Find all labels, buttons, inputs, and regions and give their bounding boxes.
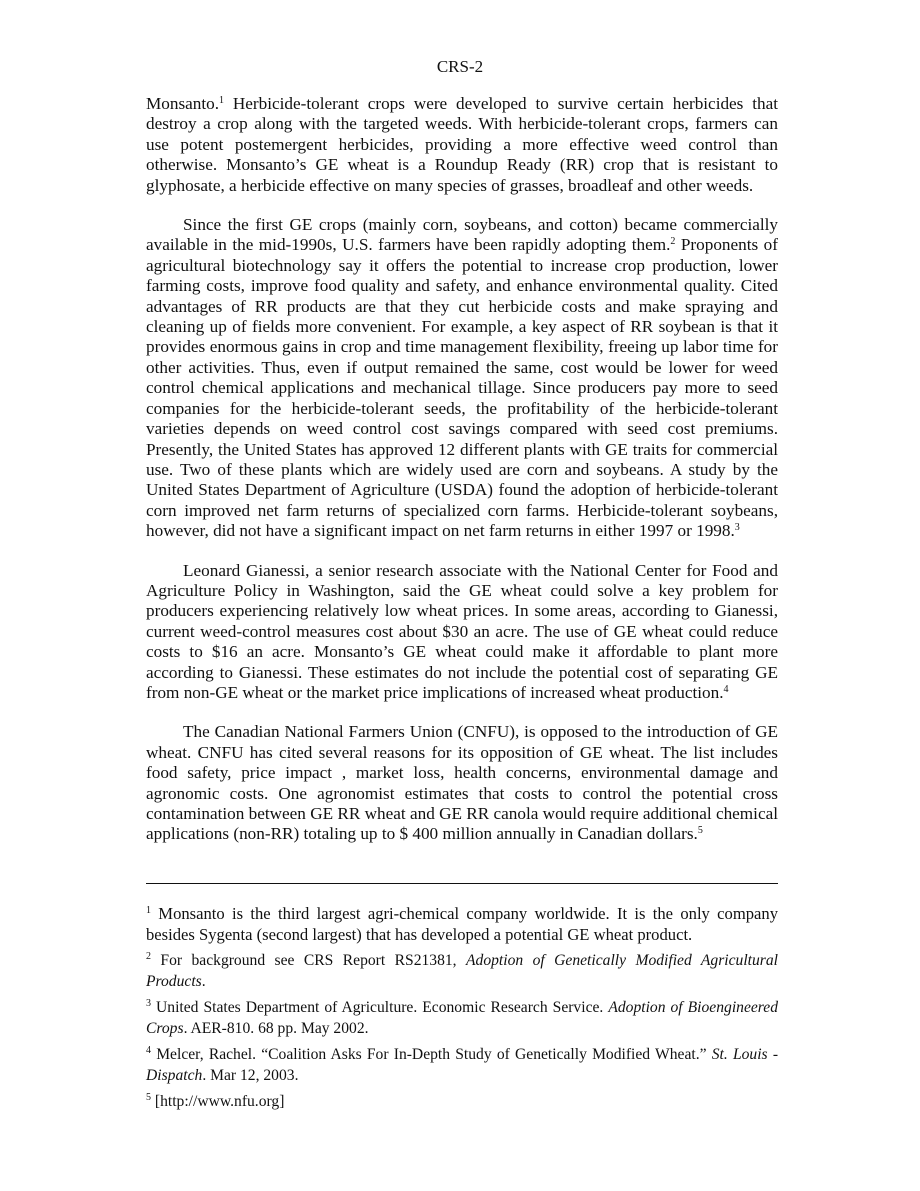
paragraph	[146, 94, 778, 196]
footnote-reference: 5	[697, 825, 703, 837]
footnote-divider	[146, 883, 778, 884]
footnote	[146, 1092, 778, 1113]
footnote	[146, 904, 778, 945]
footnotes	[146, 904, 778, 1119]
text-run: Since the first GE crops (mainly corn, soybeans, and cotton) became commercially available in the mid-1990s, U.S. farmers have been rapidly adopting them.	[146, 215, 778, 255]
paragraph	[146, 215, 778, 542]
footnote-number: 5	[146, 1092, 151, 1103]
footnote-reference: 4	[723, 683, 729, 695]
text-run: .	[201, 972, 206, 990]
text-run: Leonard Gianessi, a senior research associate with the National Center for Food and Agriculture Policy in Washington, said the GE wheat could solve a key problem for producers experiencing relatively low wheat prices. In some areas, according to Gianessi, current weed-control measures cost about $30 an acre. The use of GE wheat could reduce costs to $16 an acre. Monsanto’s GE wheat could make it affordable to plant more according to Gianessi. These estimates do not include the potential cost of separating GE from non-GE wheat or the market price implications of increased wheat production.	[146, 560, 778, 702]
text-run: . Mar 12, 2003.	[202, 1066, 299, 1084]
paragraph	[146, 722, 778, 844]
body-text	[146, 94, 778, 864]
text-run: Proponents of agricultural biotechnology say it offers the potential to increase crop production, lower farming costs, improve food quality and safety, and enhance environmental quality. Cited advantages of RR products are that they cut herbicide costs and make spraying and cleaning up of fields more convenient. For example, a key aspect of RR soybean is that it provides enormous gains in crop and time management flexibility, freeing up labor time for other activities. Thus, even if output remained the same, cost would be lower for weed control chemical applications and mechanical tillage. Since producers pay more to seed companies for the herbicide-tolerant seeds, the profitability of the herbicide-tolerant varieties depends on weed control cost savings compared with seed cost premiums. Presently, the United States has approved 12 different plants with GE traits for commercial use. Two of these plants which are widely used are corn and soybeans. A study by the United States Department of Agriculture (USDA) found the adoption of herbicide-tolerant corn improved net farm returns of specialized corn farms. Herbicide-tolerant soybeans, however, did not have a significant impact on net farm returns in either 1997 or 1998.	[146, 235, 778, 541]
footnote-number: 2	[146, 951, 151, 962]
footnote	[146, 1045, 778, 1086]
footnote-reference: 1	[219, 95, 225, 106]
footnote-number: 1	[146, 905, 151, 916]
italic-title: St. Louis - Dispatch	[146, 1046, 779, 1084]
text-run: For background see CRS Report RS21381,	[151, 952, 467, 969]
footnote-reference: 2	[670, 236, 676, 248]
text-run: Monsanto is the third largest agri-chemical company worldwide. It is the only company besides Sygenta (second largest) that has developed a potential GE wheat product.	[146, 904, 778, 944]
footnote-number: 3	[146, 998, 151, 1009]
footnote	[146, 951, 778, 992]
italic-title: Adoption of Genetically Modified Agricultural Products	[146, 952, 778, 990]
text-run: The Canadian National Farmers Union (CNFU), is opposed to the introduction of GE wheat. CNFU has cited several reasons for its opposition of GE wheat. The list includes food safety, price impact , market loss, health concerns, environmental damage and agronomic costs. One agronomist estimates that costs to control the potential cross contamination between GE RR wheat and GE RR canola would require additional chemical applications (non-RR) totaling up to $ 400 million annually in Canadian dollars.	[146, 722, 778, 844]
paragraph	[146, 561, 778, 704]
text-run: Melcer, Rachel. “Coalition Asks For In-Depth Study of Genetically Modified Wheat.”	[151, 1046, 712, 1063]
page-number-header: CRS-2	[436, 57, 484, 76]
text-run: [http://www.nfu.org]	[151, 1093, 285, 1110]
italic-title: Adoption of Bioengineered Crops	[146, 999, 779, 1037]
text-run: Herbicide-tolerant crops were developed to survive certain herbicides that destroy a crop along with the targeted weeds. With herbicide-tolerant crops, farmers can use potent postemergent herbicides, providing a more effective weed control than otherwise. Monsanto’s GE wheat is a Roundup Ready (RR) crop that is resistant to glyphosate, a herbicide effective on many species of grasses, broadleaf and other weeds.	[146, 94, 778, 195]
footnote-reference: 3	[734, 522, 740, 534]
text-run: Monsanto.	[146, 94, 220, 113]
footnote	[146, 998, 778, 1039]
footnote-number: 4	[146, 1045, 151, 1056]
text-run: . AER-810. 68 pp. May 2002.	[183, 1019, 369, 1037]
text-run: United States Department of Agriculture. Economic Research Service.	[151, 999, 609, 1016]
